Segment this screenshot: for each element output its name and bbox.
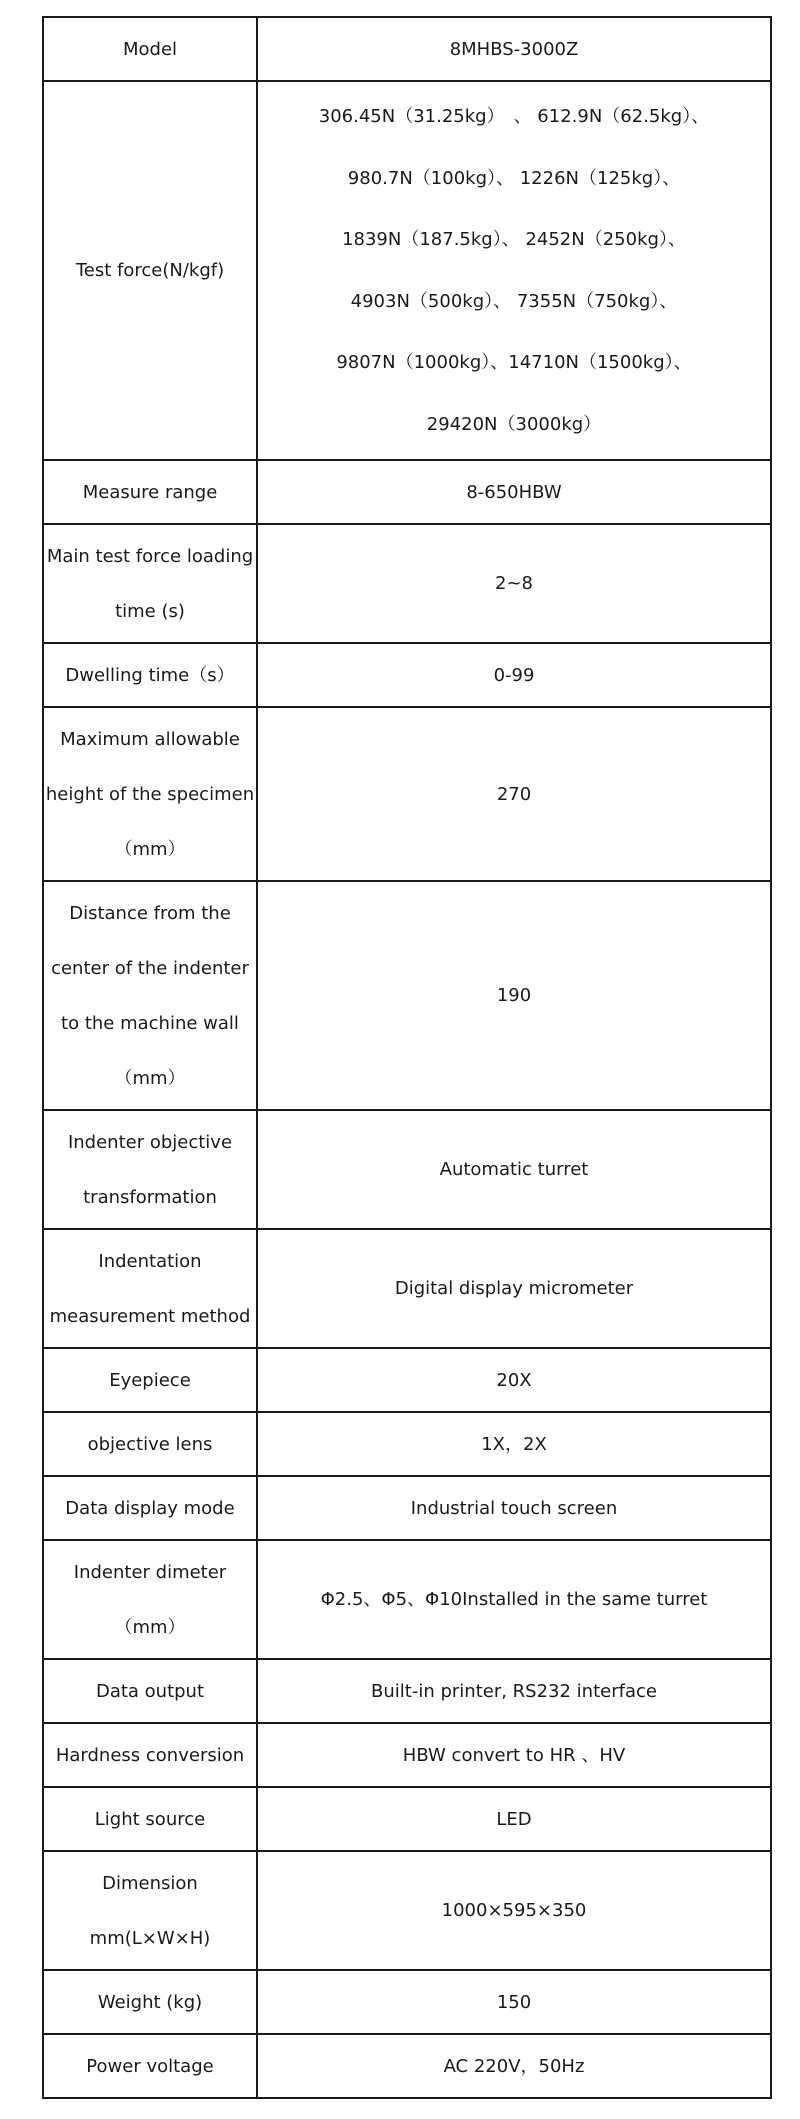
- label-line: Dwelling time（s）: [65, 664, 235, 686]
- value-line: 0-99: [493, 664, 535, 686]
- label-line: Data output: [95, 1680, 205, 1702]
- label-line: Dimension: [102, 1872, 198, 1894]
- value-line: 270: [496, 783, 532, 805]
- value-line: 4903N（500kg）、 7355N（750kg）、: [350, 290, 678, 312]
- row-value: [257, 707, 771, 881]
- table-row: [43, 881, 771, 1110]
- table-row: [43, 2034, 771, 2098]
- value-line: Industrial touch screen: [410, 1497, 618, 1519]
- label-line: Main test force loading: [46, 545, 254, 567]
- row-label: [43, 17, 257, 81]
- row-value: [257, 1412, 771, 1476]
- table-row: [43, 1970, 771, 2034]
- value-line: 9807N（1000kg）、14710N（1500kg）、: [336, 352, 692, 373]
- label-line: Power voltage: [86, 2055, 214, 2077]
- label-line: objective lens: [87, 1433, 213, 1455]
- table-row: [43, 1787, 771, 1851]
- value-line: Automatic turret: [439, 1159, 589, 1180]
- row-value: [257, 643, 771, 707]
- row-label: [43, 707, 257, 881]
- label-line: （mm）: [114, 1616, 186, 1638]
- label-line: measurement method: [49, 1305, 251, 1327]
- row-value: [257, 2034, 771, 2098]
- row-label: [43, 1540, 257, 1659]
- label-line: （mm）: [114, 838, 186, 860]
- row-label: [43, 524, 257, 643]
- table-row: [43, 1540, 771, 1659]
- value-line: 980.7N（100kg）、 1226N（125kg）、: [347, 167, 681, 189]
- table-row: [43, 643, 771, 707]
- label-line: Eyepiece: [109, 1369, 191, 1391]
- label-line: Light source: [94, 1808, 206, 1830]
- row-value: [257, 1110, 771, 1229]
- row-label: [43, 1229, 257, 1348]
- label-line: Data display mode: [65, 1497, 235, 1519]
- value-line: Built-in printer, RS232 interface: [371, 1680, 657, 1702]
- row-label: [43, 1787, 257, 1851]
- row-label: [43, 2034, 257, 2098]
- row-value: [257, 1970, 771, 2034]
- value-line: Φ2.5、Φ5、Φ10Installed in the same turret: [320, 1589, 708, 1610]
- row-value: [257, 1476, 771, 1540]
- label-line: Measure range: [82, 481, 218, 503]
- row-value: [257, 81, 771, 460]
- table-row: [43, 81, 771, 460]
- value-line: Digital display micrometer: [394, 1278, 634, 1299]
- value-line: 1X，2X: [481, 1433, 547, 1455]
- row-label: [43, 1851, 257, 1970]
- label-line: Weight (kg): [97, 1991, 203, 2013]
- value-line: HBW convert to HR 、HV: [402, 1744, 626, 1766]
- label-line: to the machine wall: [61, 1012, 239, 1034]
- row-value: [257, 1851, 771, 1970]
- table-row: [43, 1659, 771, 1723]
- table-row: [43, 1348, 771, 1412]
- label-line: height of the specimen: [45, 783, 255, 805]
- value-line: 8MHBS-3000Z: [449, 38, 579, 60]
- row-value: [257, 881, 771, 1110]
- label-line: transformation: [83, 1186, 217, 1208]
- table-row: [43, 1476, 771, 1540]
- row-value: [257, 1229, 771, 1348]
- row-label: [43, 81, 257, 460]
- label-line: Indentation: [98, 1250, 202, 1272]
- value-line: 20X: [496, 1369, 532, 1391]
- table-row: [43, 17, 771, 81]
- row-label: [43, 1412, 257, 1476]
- value-line: 1839N（187.5kg）、 2452N（250kg）、: [342, 229, 686, 250]
- row-value: [257, 1540, 771, 1659]
- value-line: AC 220V，50Hz: [443, 2055, 585, 2077]
- label-line: Test force(N/kgf): [75, 260, 225, 281]
- label-line: Indenter dimeter: [73, 1561, 227, 1583]
- row-label: [43, 881, 257, 1110]
- table-row: [43, 460, 771, 524]
- table-row: [43, 524, 771, 643]
- value-line: 2~8: [495, 573, 533, 594]
- row-value: [257, 460, 771, 524]
- row-value: [257, 17, 771, 81]
- table-row: [43, 707, 771, 881]
- row-label: [43, 1970, 257, 2034]
- spec-table: [42, 16, 772, 2099]
- row-value: [257, 524, 771, 643]
- value-line: 150: [496, 1991, 532, 2013]
- label-line: Model: [122, 38, 178, 60]
- label-line: time (s): [115, 600, 185, 622]
- value-line: 190: [496, 985, 532, 1006]
- value-line: 8-650HBW: [466, 481, 562, 503]
- row-label: [43, 1723, 257, 1787]
- row-value: [257, 1787, 771, 1851]
- value-line: 1000×595×350: [441, 1900, 587, 1921]
- row-value: [257, 1659, 771, 1723]
- label-line: （mm）: [114, 1067, 186, 1089]
- label-line: Hardness conversion: [55, 1744, 245, 1766]
- table-row: [43, 1229, 771, 1348]
- value-line: LED: [496, 1808, 532, 1830]
- row-label: [43, 1659, 257, 1723]
- row-label: [43, 1110, 257, 1229]
- table-row: [43, 1110, 771, 1229]
- table-row: [43, 1851, 771, 1970]
- row-value: [257, 1348, 771, 1412]
- row-label: [43, 1476, 257, 1540]
- label-line: mm(L×W×H): [89, 1927, 211, 1949]
- value-line: 306.45N（31.25kg） 、 612.9N（62.5kg）、: [318, 106, 710, 127]
- row-label: [43, 643, 257, 707]
- row-label: [43, 460, 257, 524]
- table-row: [43, 1412, 771, 1476]
- label-line: center of the indenter: [51, 957, 249, 979]
- label-line: Maximum allowable: [60, 728, 240, 750]
- table-row: [43, 1723, 771, 1787]
- row-value: [257, 1723, 771, 1787]
- label-line: Indenter objective: [67, 1131, 233, 1153]
- value-line: 29420N（3000kg）: [426, 413, 602, 435]
- label-line: Distance from the: [69, 902, 231, 924]
- row-label: [43, 1348, 257, 1412]
